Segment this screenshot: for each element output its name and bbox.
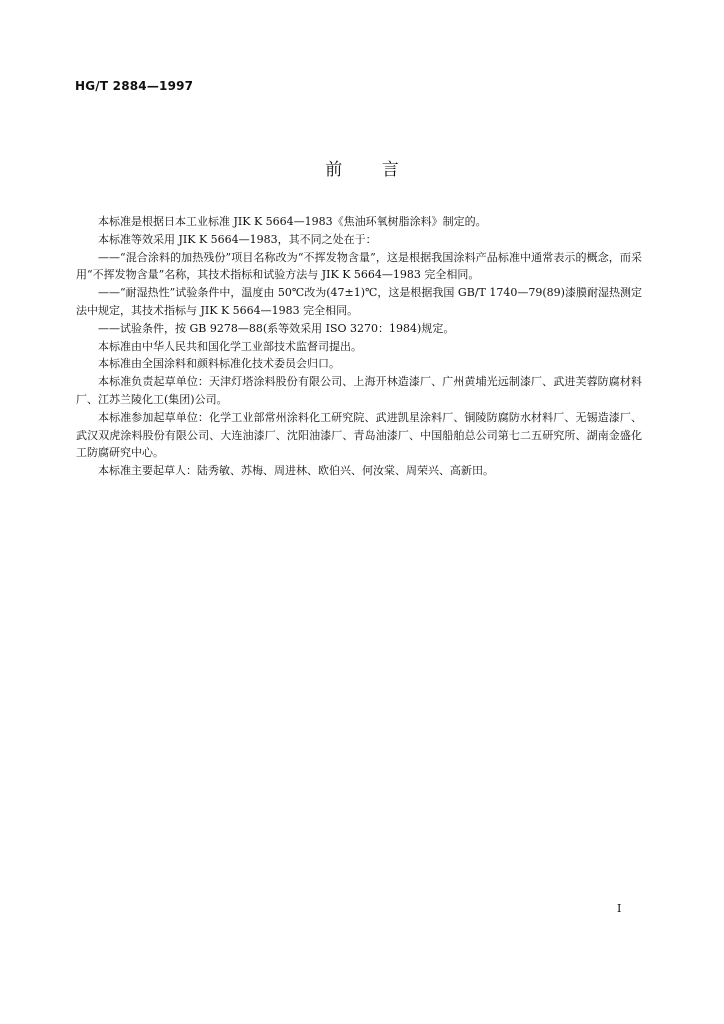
document-code: HG/T 2884—1997 [75, 79, 194, 93]
paragraph-difference-test-conditions: ——试验条件，按 GB 9278—88(系等效采用 ISO 3270：1984)规定。 [98, 321, 455, 335]
paragraph-basis: 本标准是根据日本工业标准 JIK K 5664—1983《焦油环氧树脂涂料》制定的。 [98, 215, 487, 228]
page-number: I [617, 902, 622, 915]
foreword-body [76, 213, 642, 480]
paragraph-proposed-by: 本标准由中华人民共和国化学工业部技术监督司提出。 [98, 339, 362, 353]
paragraph-difference-nonvolatile: ——“混合涂料的加热残份”项目名称改为“不挥发物含量”，这是根据我国涂料产品标准中通常表示的概念，而采用“不挥发物含量”名称，其技术指标和试验方法与 JIK K 5664—1983 完全相同。 [76, 250, 642, 282]
paragraph-drafters: 本标准主要起草人：陆秀敏、苏梅、周进林、欧伯兴、何汝棠、周荣兴、高新田。 [98, 464, 494, 478]
paragraph-drafting-units: 本标准负责起草单位：天津灯塔涂料股份有限公司、上海开林造漆厂、广州黄埔光远制漆厂、武进芙蓉防腐材料厂、江苏兰陵化工(集团)公司。 [76, 375, 642, 406]
paragraph-centralized-by: 本标准由全国涂料和颜料标准化技术委员会归口。 [98, 357, 340, 371]
paragraph-equivalence: 本标准等效采用 JIK K 5664—1983，其不同之处在于： [98, 232, 377, 246]
paragraph-participating-units: 本标准参加起草单位：化学工业部常州涂料化工研究院、武进凯星涂料厂、铜陵防腐防水材料厂、无锡造漆厂、武汉双虎涂料股份有限公司、大连油漆厂、沈阳油漆厂、青岛油漆厂、中国船舶总公司第七二五研究所、湖南金盛化工防腐研究中心。 [76, 410, 642, 460]
page-title: 前 言 [325, 160, 399, 180]
paragraph-difference-humidity: ——“耐湿热性”试验条件中，温度由 50℃改为(47±1)℃，这是根据我国 GB/T 1740—79(89)漆膜耐湿热测定法中规定，其技术指标与 JIK K 5664—1983 完全相同。 [76, 286, 642, 317]
